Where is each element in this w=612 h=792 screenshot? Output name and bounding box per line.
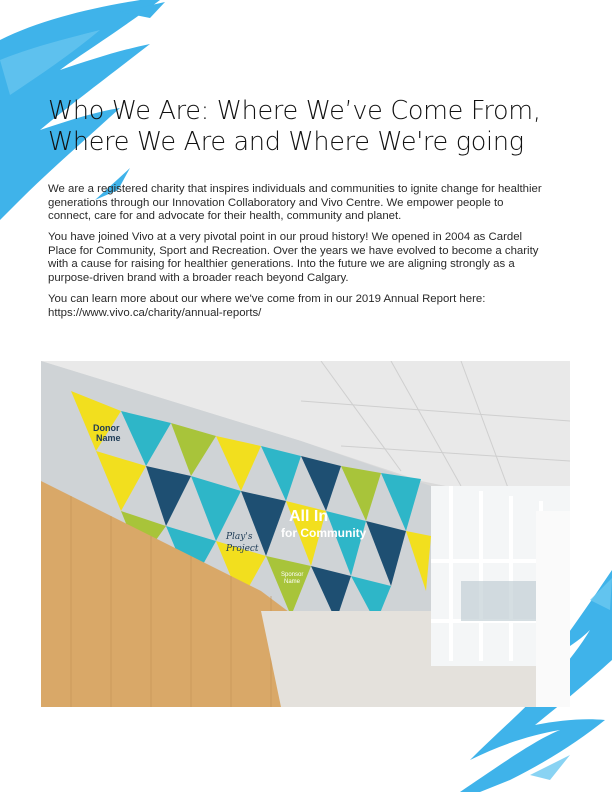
wall-subheadline: for Community <box>281 526 367 540</box>
paragraph-annual-report: You can learn more about our where we've come from in our 2019 Annual Report here: https://www.vivo.ca/charity/annual-reports/ <box>48 293 486 319</box>
wall-headline: All In <box>289 508 329 525</box>
page-title-line-1: Who We Are: Where We’ve Come From, <box>48 96 541 126</box>
sponsor-name-label: Sponsor <box>281 572 304 578</box>
donor-name-label-2: Name <box>96 433 121 443</box>
page-title-line-2: Where We Are and Where We're going <box>48 127 524 157</box>
play-project-label: Play's <box>226 532 253 542</box>
sponsor-name-label-2: Name <box>284 579 301 585</box>
donor-wall-photo <box>41 361 570 707</box>
donor-name-label: Donor <box>93 423 120 433</box>
page-title <box>48 96 588 158</box>
play-project-label-2: Project <box>226 544 259 554</box>
paragraph-mission: We are a registered charity that inspires individuals and communities to ignite change for healthier generations through our Innovation Collaboratory and Vivo Centre. We empower people to connect, care for and advocate for their health, community and planet. <box>48 183 542 223</box>
paragraph-history: You have joined Vivo at a very pivotal point in our proud history! We opened in 2004 as Cardel Place for Community, Sport and Recreation. Over the years we have evolved to become a charity with a cause for raising for healthier generations. Into the future we are aligning strongly as a purpose-driven brand with a broader reach beyond Calgary. <box>48 231 539 284</box>
